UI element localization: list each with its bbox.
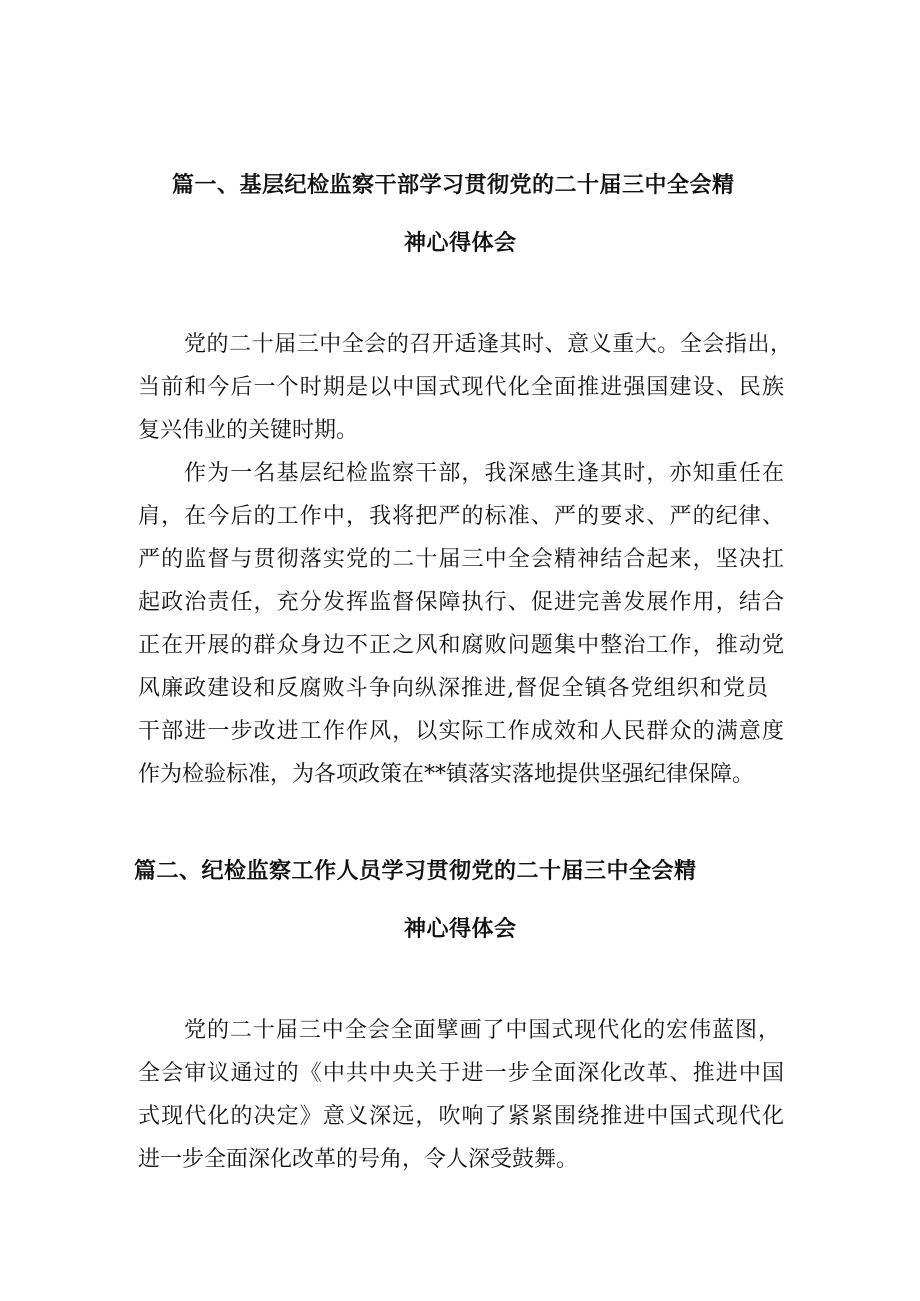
section2-p1-line3: 式现代化的决定》意义深远，吹响了紧紧围绕推进中国式现代化 (138, 1104, 784, 1129)
section1-p2-line3: 严的监督与贯彻落实党的二十届三中全会精神结合起来，坚决扛 (138, 547, 784, 572)
section1-p2-line5: 正在开展的群众身边不正之风和腐败问题集中整治工作，推动党 (138, 633, 784, 658)
section1-p2-line8: 作为检验标准，为各项政策在**镇落实落地提供坚强纪律保障。 (138, 762, 755, 787)
section1-p2-line4: 起政治责任，充分发挥监督保障执行、促进完善发展作用，结合 (138, 590, 784, 615)
section1-p2-line6: 风廉政建设和反腐败斗争向纵深推进,督促全镇各党组织和党员 (138, 676, 768, 701)
section1-p2-line7: 干部进一步改进工作作风，以实际工作成效和人民群众的满意度 (138, 719, 784, 744)
section1-p1-line3: 复兴伟业的关键时期。 (138, 418, 359, 443)
section1-p1-line2: 当前和今后一个时期是以中国式现代化全面推进强国建设、民族 (138, 375, 784, 400)
section2-title-line2: 神心得体会 (404, 917, 517, 942)
section1-title-line1: 篇一、基层纪检监察干部学习贯彻党的二十届三中全会精 (172, 173, 735, 198)
section2-p1-line2: 全会审议通过的《中共中央关于进一步全面深化改革、推进中国 (138, 1061, 784, 1086)
section2-p1-line1: 党的二十届三中全会全面擘画了中国式现代化的宏伟蓝图， (184, 1018, 780, 1043)
section1-p2-line2: 肩，在今后的工作中，我将把严的标准、严的要求、严的纪律、 (138, 504, 784, 529)
section2-p1-line4: 进一步全面深化改革的号角，令人深受鼓舞。 (138, 1147, 579, 1172)
section1-p2-line1: 作为一名基层纪检监察干部，我深感生逢其时，亦知重任在 (184, 461, 784, 486)
section2-title-line1: 篇二、纪检监察工作人员学习贯彻党的二十届三中全会精 (134, 859, 697, 884)
section1-p1-line1: 党的二十届三中全会的召开适逢其时、意义重大。全会指出， (184, 332, 792, 357)
section1-title-line2: 神心得体会 (404, 231, 517, 256)
